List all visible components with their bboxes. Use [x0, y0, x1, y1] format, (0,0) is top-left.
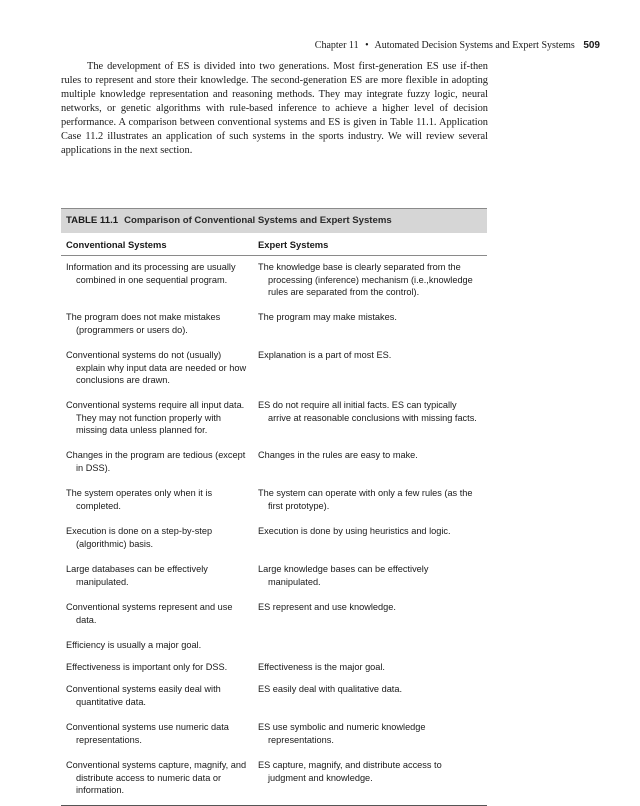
cell-conventional — [61, 449, 253, 487]
cell-conventional — [61, 311, 253, 349]
cell-text: Efficiency is usually a major goal. — [66, 640, 202, 651]
cell-text: ES represent and use knowledge. — [258, 602, 396, 613]
cell-text: Conventional systems use numeric data representations. — [66, 722, 229, 745]
table-row — [61, 525, 487, 563]
cell-conventional — [61, 759, 253, 806]
chapter-label: Chapter 11 — [314, 40, 359, 51]
cell-expert — [253, 256, 487, 312]
running-head — [315, 40, 600, 51]
comparison-table — [61, 208, 487, 806]
cell-conventional — [61, 721, 253, 759]
intro-paragraph: The development of ES is divided into two generations. Most first-generation ES use if-then rules to represent and store their knowledge. The second-generation ES are more flexible in adopting multiple knowledge representation and reasoning methods. They may integrate fuzzy logic, neural networks, or genetic algorithms with rule-based inference to achieve a higher level of decision performance. A comparison between conventional systems and ES is given in Table 11.1. Application Case 11.2 illustrates an application of such systems in the sports industry. We will review several applications in the next section. — [61, 61, 488, 156]
cell-expert — [253, 311, 487, 349]
chapter-title: Automated Decision Systems and Expert Systems — [374, 40, 575, 51]
table-row — [61, 661, 487, 683]
cell-text: Execution is done by using heuristics and logic. — [258, 526, 451, 537]
table-header-row — [61, 233, 487, 256]
cell-text: Execution is done on a step-by-step (algorithmic) basis. — [66, 526, 213, 549]
cell-expert — [253, 661, 487, 683]
cell-conventional — [61, 349, 253, 399]
cell-conventional — [61, 487, 253, 525]
table-row — [61, 399, 487, 449]
cell-expert — [253, 563, 487, 601]
cell-text: Information and its processing are usually combined in one sequential program. — [66, 262, 236, 285]
cell-text: The system operates only when it is completed. — [66, 488, 213, 511]
cell-text: Conventional systems capture, magnify, and distribute access to numeric data or information. — [66, 760, 247, 796]
table-caption: Comparison of Conventional Systems and Expert Systems — [124, 215, 392, 226]
page-number: 509 — [583, 40, 600, 51]
table-row — [61, 759, 487, 806]
cell-conventional — [61, 525, 253, 563]
table-row — [61, 449, 487, 487]
table-label: TABLE 11.1 — [66, 215, 119, 226]
cell-text: Changes in the rules are easy to make. — [258, 450, 418, 461]
cell-expert — [253, 639, 487, 661]
cell-expert — [253, 349, 487, 399]
cell-expert — [253, 399, 487, 449]
cell-expert — [253, 487, 487, 525]
cell-text: Large knowledge bases can be effectively manipulated. — [258, 564, 429, 587]
cell-text: Effectiveness is important only for DSS. — [66, 662, 228, 673]
cell-text: Conventional systems easily deal with quantitative data. — [66, 684, 221, 707]
table-row — [61, 563, 487, 601]
cell-expert — [253, 759, 487, 806]
cell-conventional — [61, 399, 253, 449]
cell-conventional — [61, 683, 253, 721]
cell-conventional — [61, 601, 253, 639]
table-row — [61, 639, 487, 661]
cell-conventional — [61, 661, 253, 683]
cell-text: Changes in the program are tedious (except in DSS). — [66, 450, 246, 473]
cell-text: Conventional systems require all input data. They may not function properly with missing data unless planned for. — [66, 400, 245, 436]
cell-text: ES capture, magnify, and distribute access to judgment and knowledge. — [258, 760, 442, 783]
cell-expert — [253, 525, 487, 563]
cell-text: ES use symbolic and numeric knowledge representations. — [258, 722, 426, 745]
cell-text: Conventional systems represent and use data. — [66, 602, 233, 625]
table-body — [61, 233, 487, 806]
table-row — [61, 721, 487, 759]
cell-conventional — [61, 563, 253, 601]
cell-expert — [253, 601, 487, 639]
cell-conventional — [61, 639, 253, 661]
cell-text: The system can operate with only a few rules (as the first prototype). — [258, 488, 473, 511]
table-row — [61, 683, 487, 721]
cell-expert — [253, 721, 487, 759]
cell-text: The program does not make mistakes (programmers or users do). — [66, 312, 221, 335]
cell-text: Explanation is a part of most ES. — [258, 350, 392, 361]
separator-bullet: • — [365, 40, 369, 51]
cell-expert — [253, 683, 487, 721]
table-row — [61, 487, 487, 525]
table-row — [61, 601, 487, 639]
cell-text: The program may make mistakes. — [258, 312, 397, 323]
table-row — [61, 256, 487, 312]
header-conventional: Conventional Systems — [61, 233, 253, 256]
cell-text: Conventional systems do not (usually) explain why input data are needed or how conclusions are drawn. — [66, 350, 247, 386]
cell-text: Large databases can be effectively manipulated. — [66, 564, 208, 587]
cell-text: ES do not require all initial facts. ES can typically arrive at reasonable conclusions with missing facts. — [258, 400, 477, 423]
cell-text: The knowledge base is clearly separated from the processing (inference) mechanism (i.e.,knowledge rules are separated from the control). — [258, 262, 473, 298]
header-expert: Expert Systems — [253, 233, 487, 256]
cell-conventional — [61, 256, 253, 312]
cell-expert — [253, 449, 487, 487]
table-row — [61, 349, 487, 399]
cell-text: ES easily deal with qualitative data. — [258, 684, 403, 695]
cell-text: Effectiveness is the major goal. — [258, 662, 385, 673]
table-title — [61, 208, 487, 233]
table-row — [61, 311, 487, 349]
